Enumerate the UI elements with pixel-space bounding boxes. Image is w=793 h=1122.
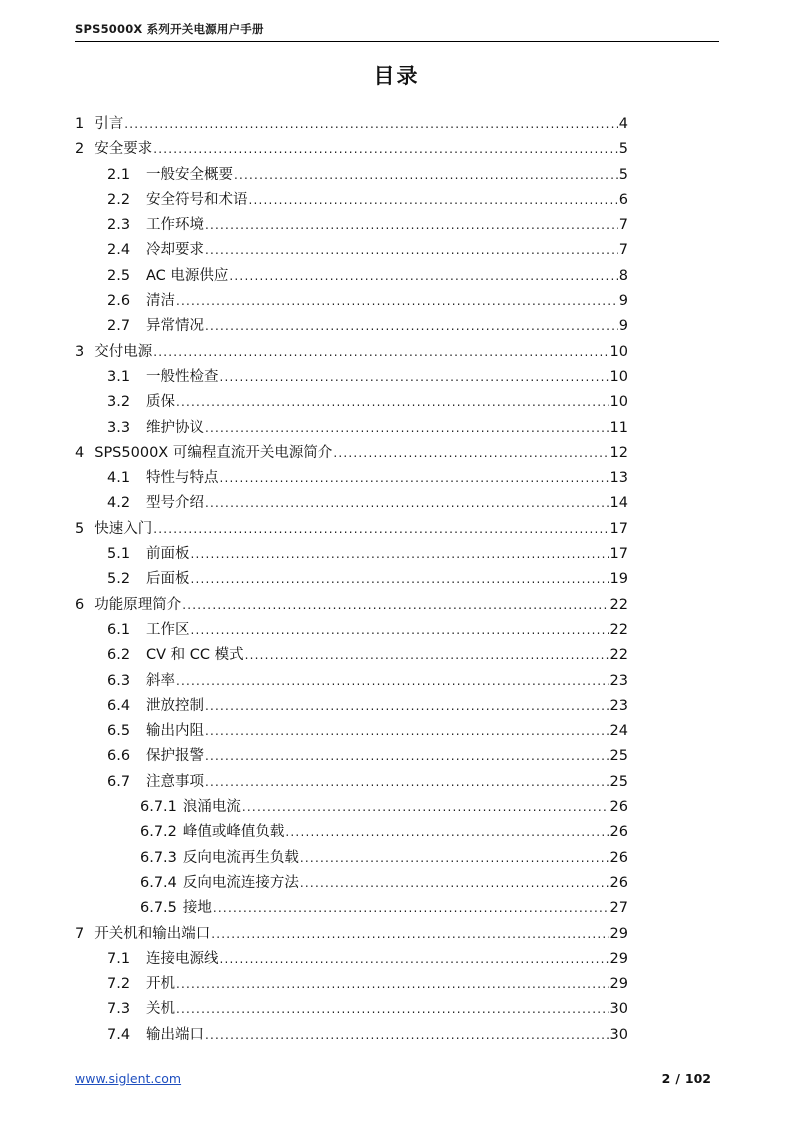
- toc-entry-page: 11: [609, 419, 628, 436]
- toc-entry-number: 6.7.4: [140, 874, 177, 891]
- toc-entry-page: 30: [609, 1001, 628, 1018]
- toc-entry[interactable]: [75, 340, 628, 365]
- toc-entry-number: 6.2: [107, 647, 131, 664]
- toc-entry-number: 4.1: [107, 470, 131, 487]
- toc-entry-page: 5: [618, 141, 628, 158]
- toc-entry[interactable]: [75, 669, 628, 694]
- toc-entry-number: 5.1: [107, 546, 131, 563]
- toc-entry-page: 10: [609, 368, 628, 385]
- toc-entry-number: 6.3: [107, 672, 131, 689]
- toc-dot-leader: [124, 112, 618, 137]
- toc-entry[interactable]: [75, 390, 628, 415]
- toc-dot-leader: [205, 491, 609, 516]
- toc-entry[interactable]: [75, 441, 628, 466]
- toc-dot-leader: [176, 289, 618, 314]
- toc-dot-leader: [245, 643, 609, 668]
- toc-entry-title: 安全符号和术语: [146, 191, 248, 208]
- toc-dot-leader: [211, 922, 608, 947]
- toc-dot-leader: [191, 567, 609, 592]
- toc-entry-page: 29: [609, 976, 628, 993]
- toc-entry-title: 质保: [146, 394, 175, 411]
- toc-entry-title: 浪涌电流: [182, 799, 241, 816]
- toc-entry-title: 特性与特点: [146, 470, 219, 487]
- toc-entry-number: 6.6: [107, 748, 131, 765]
- toc-entry-page: 17: [609, 546, 628, 563]
- toc-entry-page: 25: [609, 773, 628, 790]
- toc-entry[interactable]: [75, 795, 628, 820]
- toc-entry-title: 输出端口: [146, 1026, 204, 1043]
- toc-entry-number: 3.1: [107, 368, 131, 385]
- toc-entry-number: 6.7.1: [140, 799, 177, 816]
- toc-entry-title: CV 和 CC 模式: [146, 647, 244, 664]
- toc-dot-leader: [176, 997, 609, 1022]
- toc-entry-page: 30: [609, 1026, 628, 1043]
- toc-heading: 目录: [373, 64, 420, 88]
- toc-entry-number: 5.2: [107, 571, 131, 588]
- toc-entry-title: 维护协议: [146, 419, 204, 436]
- toc-entry-page: 23: [609, 697, 628, 714]
- toc-dot-leader: [333, 441, 608, 466]
- toc-entry[interactable]: [75, 972, 628, 997]
- toc-dot-leader: [234, 163, 618, 188]
- toc-entry[interactable]: [75, 593, 628, 618]
- toc-entry-title: 交付电源: [94, 343, 153, 360]
- toc-dot-leader: [205, 694, 609, 719]
- toc-dot-leader: [182, 593, 608, 618]
- toc-entry-number: 6.7.5: [140, 900, 177, 917]
- toc-dot-leader: [191, 618, 609, 643]
- toc-entry-page: 27: [609, 900, 628, 917]
- toc-entry-number: 6.7.3: [140, 849, 177, 866]
- toc-entry[interactable]: [75, 517, 628, 542]
- toc-dot-leader: [229, 264, 617, 289]
- toc-entry-title: 快速入门: [94, 520, 153, 537]
- toc-entry-page: 22: [609, 596, 628, 613]
- toc-entry-number: 7.1: [107, 950, 131, 967]
- toc-dot-leader: [205, 744, 609, 769]
- footer-website-link[interactable]: www.siglent.com: [75, 1071, 182, 1086]
- toc-dot-leader: [176, 390, 609, 415]
- toc-entry-page: 4: [618, 116, 628, 132]
- toc-dot-leader: [176, 972, 609, 997]
- toc-entry[interactable]: [75, 466, 628, 491]
- toc-entry-title: 接地: [182, 900, 212, 917]
- toc-dot-leader: [205, 238, 618, 263]
- toc-dot-leader: [220, 947, 609, 972]
- toc-entry[interactable]: [75, 719, 628, 744]
- toc-entry-number: 2.1: [107, 166, 131, 183]
- header-divider: [75, 41, 719, 42]
- toc-entry-number: 2: [75, 141, 85, 158]
- toc-entry[interactable]: [75, 163, 628, 188]
- toc-entry-number: 6.7: [107, 773, 131, 790]
- toc-entry[interactable]: [75, 896, 628, 921]
- toc-entry-page: 14: [609, 495, 628, 512]
- toc-entry-page: 10: [609, 343, 628, 360]
- toc-entry-page: 9: [618, 293, 628, 310]
- toc-entry[interactable]: [75, 213, 628, 238]
- toc-entry-title: 一般安全概要: [146, 166, 233, 183]
- toc-entry[interactable]: [75, 997, 628, 1022]
- toc-dot-leader: [300, 871, 609, 896]
- toc-dot-leader: [153, 340, 608, 365]
- toc-entry[interactable]: [75, 264, 628, 289]
- toc-entry-page: 9: [618, 318, 628, 335]
- toc-entry-title: 功能原理简介: [94, 596, 182, 613]
- toc-entry-page: 5: [618, 166, 628, 183]
- toc-dot-leader: [153, 517, 608, 542]
- toc-entry-page: 7: [618, 242, 628, 259]
- toc-entry-number: 7.4: [107, 1026, 131, 1043]
- toc-entry-page: 26: [609, 849, 628, 866]
- toc-entry[interactable]: [75, 289, 628, 314]
- toc-entry-title: SPS5000X 可编程直流开关电源简介: [94, 444, 333, 461]
- toc-dot-leader: [205, 719, 609, 744]
- toc-entry-title: 一般性检查: [146, 368, 219, 385]
- toc-dot-leader: [176, 669, 609, 694]
- toc-entry-title: 开机: [146, 976, 175, 993]
- footer-page-current: 2: [661, 1071, 671, 1086]
- toc-entry-number: 6.1: [107, 621, 131, 638]
- toc-entry[interactable]: [75, 238, 628, 263]
- toc-dot-leader: [191, 542, 609, 567]
- toc-entry-title: 关机: [146, 1001, 175, 1018]
- toc-entry-title: 斜率: [146, 672, 175, 689]
- toc-entry-number: 2.7: [107, 318, 131, 335]
- toc-entry[interactable]: [75, 188, 628, 213]
- footer-page-separator: /: [675, 1071, 680, 1086]
- toc-entry-title: 清洁: [146, 293, 175, 310]
- toc-entry[interactable]: [75, 314, 628, 339]
- toc-entry-number: 3: [75, 343, 85, 360]
- toc-entry-number: 6.5: [107, 723, 131, 740]
- toc-dot-leader: [205, 770, 609, 795]
- footer-page-number: [640, 1071, 711, 1086]
- toc-entry-page: 22: [609, 647, 628, 664]
- toc-entry[interactable]: [75, 567, 628, 592]
- toc-dot-leader: [205, 314, 618, 339]
- toc-entry-title: 后面板: [146, 571, 190, 588]
- document-header-title: SPS5000X 系列开关电源用户手册: [75, 22, 264, 36]
- toc-entry[interactable]: [75, 770, 628, 795]
- toc-dot-leader: [153, 137, 618, 162]
- toc-entry-number: 5: [75, 520, 85, 537]
- toc-entry-number: 6.7.2: [140, 824, 177, 841]
- toc-entry-number: 4.2: [107, 495, 131, 512]
- toc-entry-title: 型号介绍: [146, 495, 204, 512]
- toc-entry-title: 引言: [94, 116, 124, 132]
- toc-entry-page: 6: [618, 191, 628, 208]
- toc-entry-number: 2.6: [107, 293, 131, 310]
- toc-entry-title: 反向电流连接方法: [182, 874, 299, 891]
- toc-entry-page: 24: [609, 723, 628, 740]
- toc-dot-leader: [220, 365, 609, 390]
- toc-entry-title: 峰值或峰值负载: [182, 824, 285, 841]
- toc-entry-title: 工作区: [146, 621, 190, 638]
- toc-entry-title: 工作环境: [146, 217, 204, 234]
- toc-dot-leader: [300, 846, 609, 871]
- toc-entry[interactable]: [75, 947, 628, 972]
- toc-entry-title: 连接电源线: [146, 950, 219, 967]
- toc-entry[interactable]: [75, 846, 628, 871]
- toc-entry-number: 4: [75, 444, 85, 461]
- toc-entry-title: AC 电源供应: [146, 267, 229, 284]
- toc-entry-page: 12: [609, 444, 628, 461]
- toc-dot-leader: [242, 795, 609, 820]
- toc-entry[interactable]: [75, 365, 628, 390]
- toc-dot-leader: [205, 1023, 609, 1048]
- toc-entry-page: 29: [609, 925, 628, 942]
- toc-entry-title: 开关机和输出端口: [94, 925, 211, 942]
- toc-entry-page: 8: [618, 267, 628, 284]
- footer-page-total: 102: [684, 1071, 711, 1086]
- toc-entry-number: 7: [75, 925, 85, 942]
- toc-entry[interactable]: [75, 491, 628, 516]
- toc-entry-page: 26: [609, 874, 628, 891]
- toc-entry[interactable]: [75, 643, 628, 668]
- toc-dot-leader: [205, 213, 618, 238]
- toc-entry-number: 3.2: [107, 394, 131, 411]
- table-of-contents: [75, 112, 628, 1048]
- toc-entry[interactable]: [75, 922, 628, 947]
- toc-entry-page: 19: [609, 571, 628, 588]
- toc-entry-page: 10: [609, 394, 628, 411]
- toc-entry-page: 22: [609, 621, 628, 638]
- toc-entry-number: 1: [75, 116, 85, 132]
- toc-entry[interactable]: [75, 416, 628, 441]
- toc-entry-number: 2.2: [107, 191, 131, 208]
- toc-entry-number: 7.2: [107, 976, 131, 993]
- toc-entry[interactable]: [75, 820, 628, 845]
- toc-entry-number: 2.3: [107, 217, 131, 234]
- toc-entry-number: 3.3: [107, 419, 131, 436]
- toc-entry[interactable]: [75, 1023, 628, 1048]
- toc-entry[interactable]: [75, 744, 628, 769]
- toc-entry-number: 2.4: [107, 242, 131, 259]
- toc-dot-leader: [220, 466, 609, 491]
- toc-dot-leader: [205, 416, 609, 441]
- toc-entry[interactable]: [75, 694, 628, 719]
- toc-entry-number: 7.3: [107, 1001, 131, 1018]
- toc-dot-leader: [213, 896, 609, 921]
- toc-entry-page: 7: [618, 217, 628, 234]
- toc-entry-title: 输出内阻: [146, 723, 204, 740]
- toc-entry-title: 前面板: [146, 546, 190, 563]
- toc-entry-title: 反向电流再生负载: [182, 849, 299, 866]
- toc-entry-title: 泄放控制: [146, 697, 204, 714]
- toc-entry-page: 26: [609, 824, 628, 841]
- toc-entry-number: 2.5: [107, 267, 131, 284]
- toc-entry-page: 29: [609, 950, 628, 967]
- toc-entry-title: 保护报警: [146, 748, 204, 765]
- toc-entry[interactable]: [75, 137, 628, 162]
- toc-entry-number: 6: [75, 596, 85, 613]
- toc-entry-page: 13: [609, 470, 628, 487]
- toc-entry-page: 26: [609, 799, 628, 816]
- toc-entry-title: 冷却要求: [146, 242, 204, 259]
- toc-entry-number: 6.4: [107, 697, 131, 714]
- toc-entry-title: 注意事项: [146, 773, 204, 790]
- toc-entry[interactable]: [75, 112, 628, 137]
- toc-entry[interactable]: [75, 618, 628, 643]
- toc-entry-title: 异常情况: [146, 318, 204, 335]
- toc-entry[interactable]: [75, 542, 628, 567]
- toc-dot-leader: [249, 188, 618, 213]
- toc-entry-page: 17: [609, 520, 628, 537]
- toc-entry-page: 23: [609, 672, 628, 689]
- toc-entry[interactable]: [75, 871, 628, 896]
- toc-entry-title: 安全要求: [94, 141, 153, 158]
- toc-entry-page: 25: [609, 748, 628, 765]
- toc-dot-leader: [285, 820, 608, 845]
